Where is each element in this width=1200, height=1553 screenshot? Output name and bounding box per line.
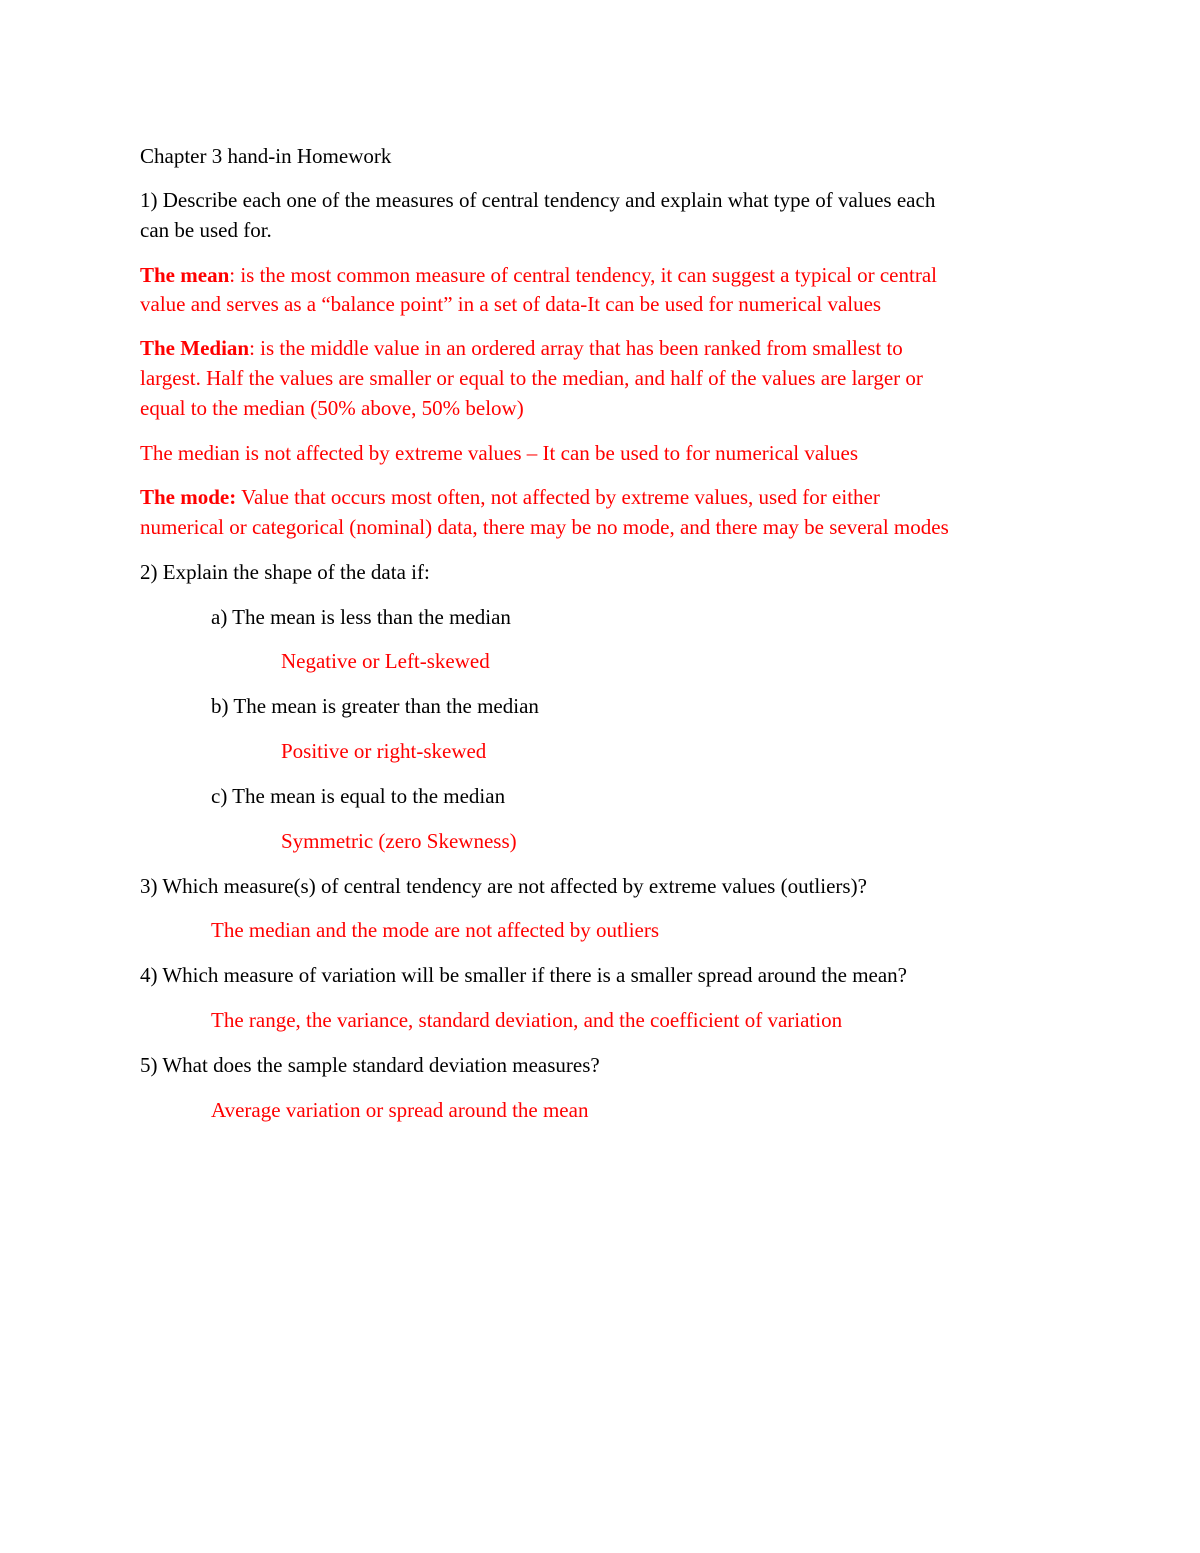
- mode-definition: Value that occurs most often, not affected by extreme values, used for either: [236, 485, 880, 509]
- question-2c: c) The mean is equal to the median: [211, 784, 506, 808]
- mean-answer-line-2: value and serves as a “balance point” in a set of data-It can be used for numerical values: [140, 292, 882, 316]
- mean-term: The mean: [140, 263, 230, 287]
- mean-definition: : is the most common measure of central tendency, it can suggest a typical or central: [229, 263, 937, 287]
- question-2: 2) Explain the shape of the data if:: [140, 560, 430, 584]
- document-title: Chapter 3 hand-in Homework: [140, 144, 392, 168]
- answer-2a: Negative or Left-skewed: [281, 649, 490, 673]
- question-4: 4) Which measure of variation will be smaller if there is a smaller spread around the mean?: [140, 963, 907, 987]
- mean-answer-line-1: [140, 260, 937, 290]
- question-5: 5) What does the sample standard deviation measures?: [140, 1053, 600, 1077]
- median-answer-line-1: [140, 333, 903, 363]
- mode-answer-line-1: [140, 482, 880, 512]
- median-answer-line-3: equal to the median (50% above, 50% below): [140, 396, 524, 420]
- answer-2b: Positive or right-skewed: [281, 739, 487, 763]
- answer-3: The median and the mode are not affected by outliers: [211, 918, 660, 942]
- question-2a: a) The mean is less than the median: [211, 605, 511, 629]
- median-note: The median is not affected by extreme values – It can be used to for numerical values: [140, 441, 859, 465]
- median-answer-line-2: largest. Half the values are smaller or equal to the median, and half of the values are larger or: [140, 366, 923, 390]
- question-1-line-1: 1) Describe each one of the measures of central tendency and explain what type of values each: [140, 188, 936, 212]
- median-term: The Median: [140, 336, 250, 360]
- mode-answer-line-2: numerical or categorical (nominal) data, there may be no mode, and there may be several modes: [140, 515, 949, 539]
- question-2b: b) The mean is greater than the median: [211, 694, 539, 718]
- mode-term: The mode:: [140, 485, 237, 509]
- answer-2c: Symmetric (zero Skewness): [281, 829, 517, 853]
- question-3: 3) Which measure(s) of central tendency are not affected by extreme values (outliers)?: [140, 874, 867, 898]
- answer-4: The range, the variance, standard deviation, and the coefficient of variation: [211, 1008, 843, 1032]
- question-1-line-2: can be used for.: [140, 218, 272, 242]
- answer-5: Average variation or spread around the mean: [211, 1098, 589, 1122]
- median-definition: : is the middle value in an ordered array that has been ranked from smallest to: [249, 336, 903, 360]
